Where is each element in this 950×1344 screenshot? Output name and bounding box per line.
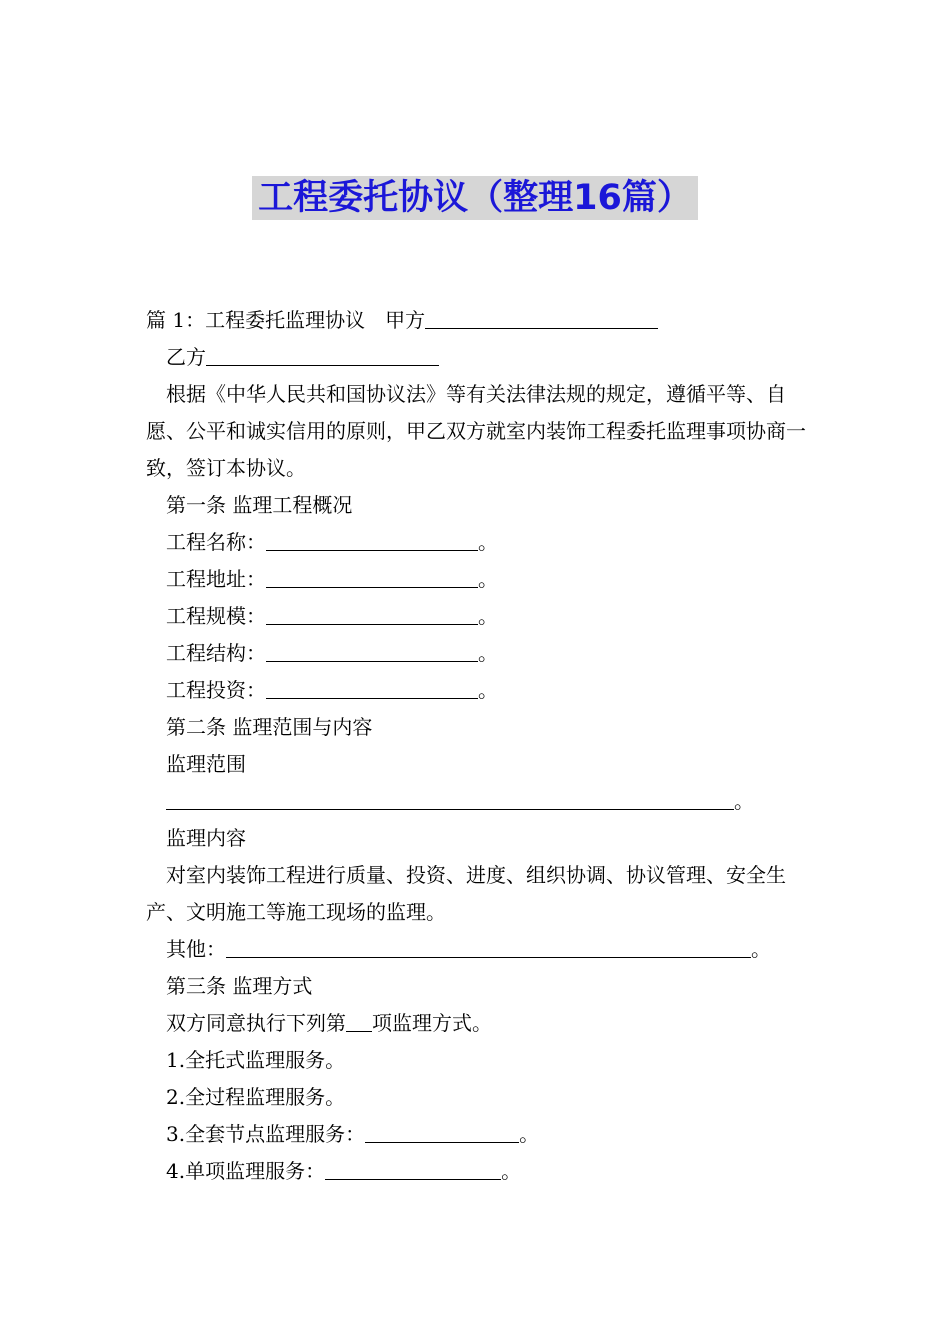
field-blank[interactable] [266, 637, 478, 662]
field-project-structure [146, 635, 806, 672]
field-label: 工程地址： [166, 567, 266, 591]
method-item-blank[interactable] [365, 1118, 519, 1143]
scope-line [146, 783, 806, 820]
document-body [146, 302, 806, 1190]
method-item-blank[interactable] [325, 1155, 501, 1180]
party-b-line [146, 339, 806, 376]
party-a-line [146, 302, 806, 339]
other-label: 其他： [166, 937, 226, 961]
party-b-blank[interactable] [206, 341, 439, 366]
period: 。 [751, 937, 771, 961]
field-project-scale [146, 598, 806, 635]
field-project-address [146, 561, 806, 598]
period: 。 [478, 678, 498, 702]
title-wrap [0, 176, 950, 220]
field-blank[interactable] [266, 600, 478, 625]
party-a-blank[interactable] [425, 304, 658, 329]
field-label: 工程规模： [166, 604, 266, 628]
field-blank[interactable] [266, 563, 478, 588]
method-intro-a: 双方同意执行下列第 [166, 1011, 346, 1035]
field-blank[interactable] [266, 674, 478, 699]
period: 。 [519, 1122, 540, 1146]
document-title: 工程委托协议（整理16篇） [252, 176, 698, 220]
party-b-label: 乙方 [166, 345, 206, 369]
method-item-1: 1.全托式监理服务。 [166, 1048, 346, 1072]
article3-heading: 第三条 监理方式 [166, 974, 313, 998]
period: 。 [478, 567, 498, 591]
field-blank[interactable] [266, 526, 478, 551]
other-blank[interactable] [226, 933, 751, 958]
period: 。 [501, 1159, 522, 1183]
method-item-2: 2.全过程监理服务。 [166, 1085, 346, 1109]
field-project-investment [146, 672, 806, 709]
field-label: 工程投资： [166, 678, 266, 702]
method-item-label: 3.全套节点监理服务： [166, 1122, 366, 1146]
article1-heading: 第一条 监理工程概况 [166, 493, 353, 517]
period: 。 [478, 641, 498, 665]
content-label: 监理内容 [166, 826, 246, 850]
chapter-label: 篇 1：工程委托监理协议 [146, 308, 366, 332]
party-a-label: 甲方 [385, 308, 426, 332]
method-item-4 [146, 1153, 806, 1190]
method-item-3 [146, 1116, 806, 1153]
scope-label: 监理范围 [166, 752, 246, 776]
field-label: 工程名称： [166, 530, 266, 554]
other-line [146, 931, 806, 968]
field-project-name [146, 524, 806, 561]
period: 。 [478, 604, 498, 628]
period: 。 [734, 789, 754, 813]
method-intro-b: 项监理方式。 [372, 1011, 492, 1035]
period: 。 [478, 530, 498, 554]
article2-heading: 第二条 监理范围与内容 [166, 715, 373, 739]
intro-paragraph: 根据《中华人民共和国协议法》等有关法律法规的规定，遵循平等、自愿、公平和诚实信用的原则，甲乙双方就室内装饰工程委托监理事项协商一致，签订本协议。 [146, 382, 806, 480]
field-label: 工程结构： [166, 641, 266, 665]
scope-blank[interactable] [166, 785, 734, 810]
content-paragraph: 对室内装饰工程进行质量、投资、进度、组织协调、协议管理、安全生产、文明施工等施工现场的监理。 [146, 863, 786, 924]
method-number-blank[interactable] [346, 1007, 372, 1032]
method-choice-line [146, 1005, 806, 1042]
method-item-label: 4.单项监理服务： [166, 1159, 326, 1183]
